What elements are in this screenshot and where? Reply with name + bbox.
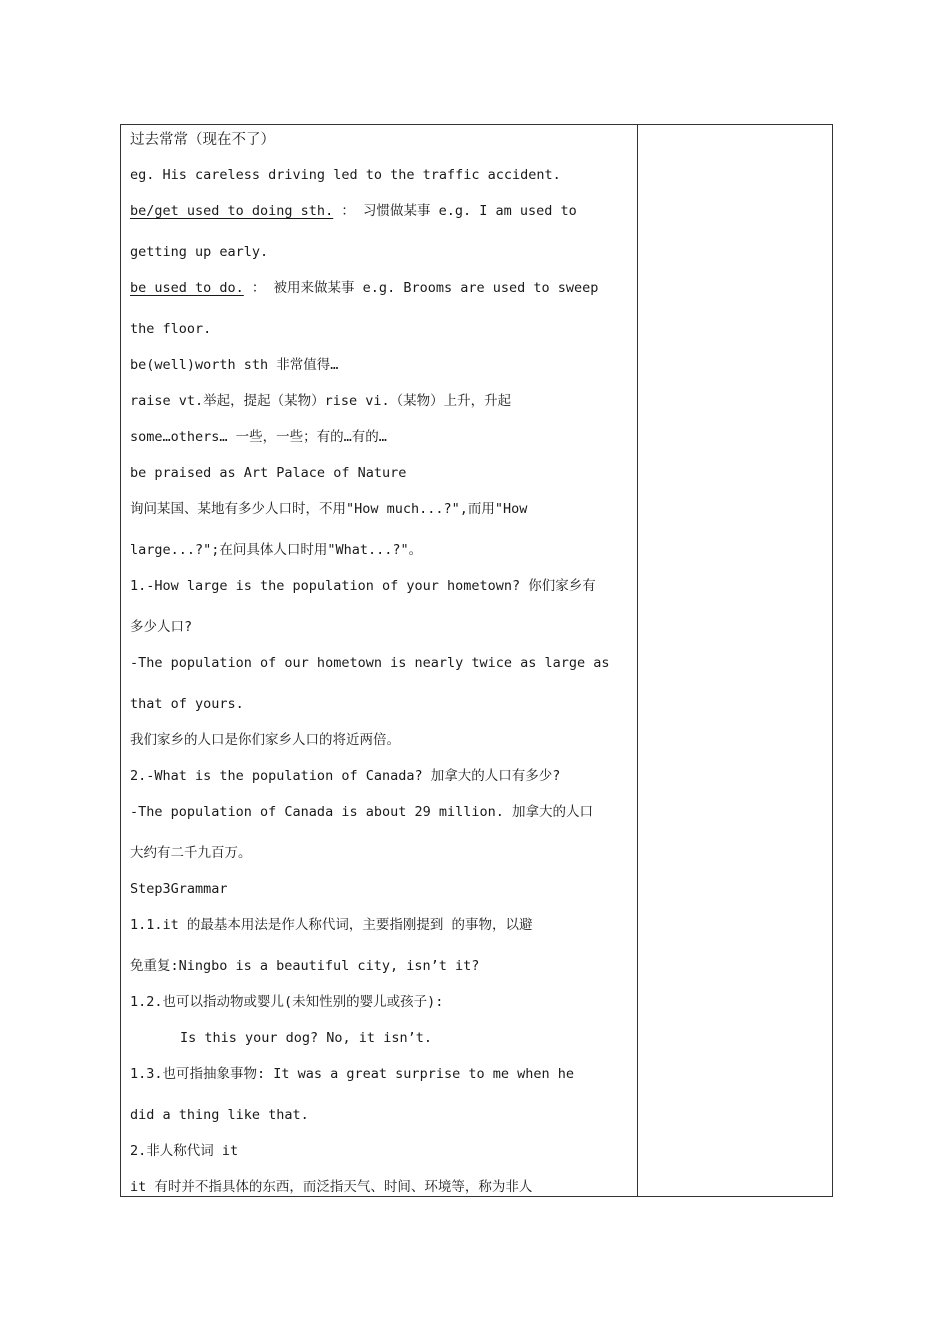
section-heading: Step3Grammar xyxy=(130,881,228,897)
text-line: 1.-How large is the population of your hometown? 你们家乡有 xyxy=(130,578,596,594)
text-line: -The population of our hometown is nearly twice as large as xyxy=(130,655,610,671)
text-line: 我们家乡的人口是你们家乡人口的将近两倍。 xyxy=(130,732,400,748)
text-line: that of yours. xyxy=(130,696,244,712)
text-line: did a thing like that. xyxy=(130,1107,309,1123)
text-line: 多少人口? xyxy=(130,619,193,635)
text-line: Is this your dog? No, it isn’t. xyxy=(180,1030,432,1046)
text-line: raise vt.举起，提起（某物）rise vi.（某物）上升，升起 xyxy=(130,393,512,409)
phrase-underlined: be/get used to doing sth. xyxy=(130,203,334,219)
text-line: it 有时并不指具体的东西，而泛指天气、时间、环境等，称为非人 xyxy=(130,1179,533,1195)
content-table xyxy=(120,124,833,1197)
text-line: be(well)worth sth 非常值得… xyxy=(130,357,339,373)
text-line: 1.2.也可以指动物或婴儿(未知性别的婴儿或孩子): xyxy=(130,994,444,1010)
text-line: 免重复:Ningbo is a beautiful city, isn’t it? xyxy=(130,958,480,974)
text-line: large...?";在问具体人口时用"What...?"。 xyxy=(130,542,423,558)
empty-cell xyxy=(638,125,832,1196)
text-line: 1.1.it 的最基本用法是作人称代词，主要指刚提到 的事物，以避 xyxy=(130,917,533,933)
text-line: 大约有二千九百万。 xyxy=(130,845,252,861)
text-line: getting up early. xyxy=(130,244,269,260)
text-line: the floor. xyxy=(130,321,212,337)
text-line: 过去常常（现在不了） xyxy=(130,132,275,148)
notes-cell xyxy=(121,125,638,1196)
text-line: 2.-What is the population of Canada? 加拿大的人口有多少? xyxy=(130,768,561,784)
text-line: some…others… 一些，一些；有的…有的… xyxy=(130,429,387,445)
text-line: be used to do. ： 被用来做某事 e.g. Brooms are used to sweep xyxy=(130,280,599,296)
text-line: be/get used to doing sth. ： 习惯做某事 e.g. I am used to xyxy=(130,203,577,219)
text-line: 2.非人称代词 it xyxy=(130,1143,239,1159)
text-line: -The population of Canada is about 29 million. 加拿大的人口 xyxy=(130,804,594,820)
text-line: 1.3.也可指抽象事物: It was a great surprise to me when he xyxy=(130,1066,574,1082)
text-line: be praised as Art Palace of Nature xyxy=(130,465,407,481)
text-line: eg. His careless driving led to the traffic accident. xyxy=(130,167,561,183)
text-line: 询问某国、某地有多少人口时，不用"How much...?",而用"How xyxy=(130,501,528,517)
phrase-underlined: be used to do. xyxy=(130,280,244,296)
